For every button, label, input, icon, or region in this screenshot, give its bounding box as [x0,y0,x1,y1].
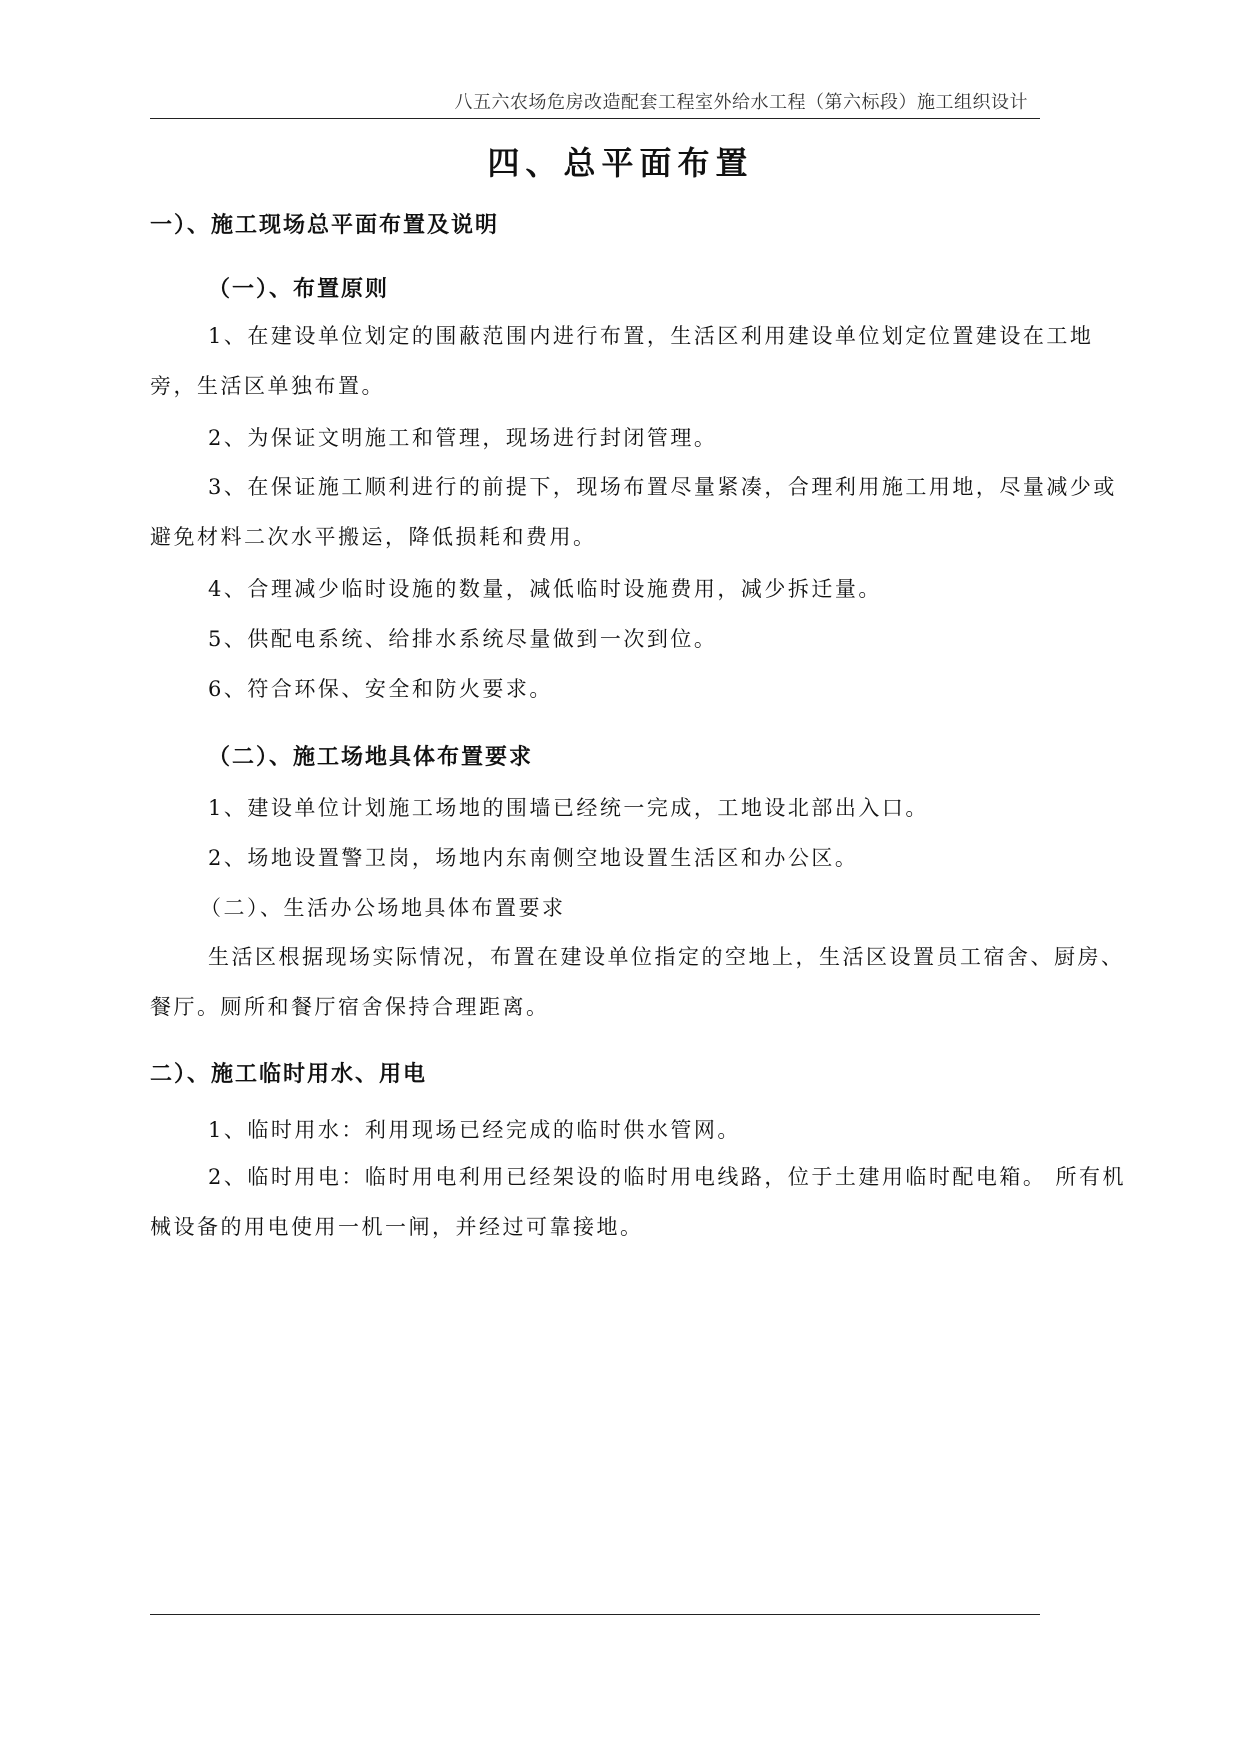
subsection-heading-principles: （一）、布置原则 [208,277,390,302]
section-heading-1: 一）、施工现场总平面布置及说明 [150,213,500,238]
temp-water-item: 1、临时用水：利用现场已经完成的临时供水管网。 [208,1118,741,1142]
subsection-heading-site-layout: （二）、施工场地具体布置要求 [208,745,534,770]
principle-item-2: 2、为保证文明施工和管理，现场进行封闭管理。 [208,426,718,450]
site-layout-item-2: 2、场地设置警卫岗，场地内东南侧空地设置生活区和办公区。 [208,846,859,870]
subsection-heading-living-office: （二）、生活办公场地具体布置要求 [200,896,566,920]
principle-item-1: 1、在建设单位划定的围蔽范围内进行布置，生活区利用建设单位划定位置建设在工地旁，生活区单独布置。 [150,324,1094,398]
principle-item-3: 3、在保证施工顺利进行的前提下，现场布置尽量紧凑，合理利用施工用地，尽量减少或避免材料二次水平搬运，降低损耗和费用。 [150,475,1117,549]
page-header [150,84,1040,119]
temp-power-item: 2、临时用电：临时用电利用已经架设的临时用电线路，位于土建用临时配电箱。 所有机械设备的用电使用一机一闸，并经过可靠接地。 [150,1165,1127,1239]
page-title: 四、总平面布置 [487,144,754,182]
principle-item-6: 6、符合环保、安全和防火要求。 [208,677,553,701]
page-footer-rule [150,1614,1040,1615]
site-layout-item-1: 1、建设单位计划施工场地的围墙已经统一完成，工地设北部出入口。 [208,796,929,820]
principle-item-4: 4、合理减少临时设施的数量，减低临时设施费用，减少拆迁量。 [208,577,882,601]
header-text: 八五六农场危房改造配套工程室外给水工程（第六标段）施工组织设计 [454,92,1028,113]
section-heading-2: 二）、施工临时用水、用电 [150,1062,428,1087]
living-office-text: 生活区根据现场实际情况，布置在建设单位指定的空地上，生活区设置员工宿舍、厨房、餐厅。厕所和餐厅宿舍保持合理距离。 [150,945,1125,1019]
principle-item-5: 5、供配电系统、给排水系统尽量做到一次到位。 [208,627,718,651]
